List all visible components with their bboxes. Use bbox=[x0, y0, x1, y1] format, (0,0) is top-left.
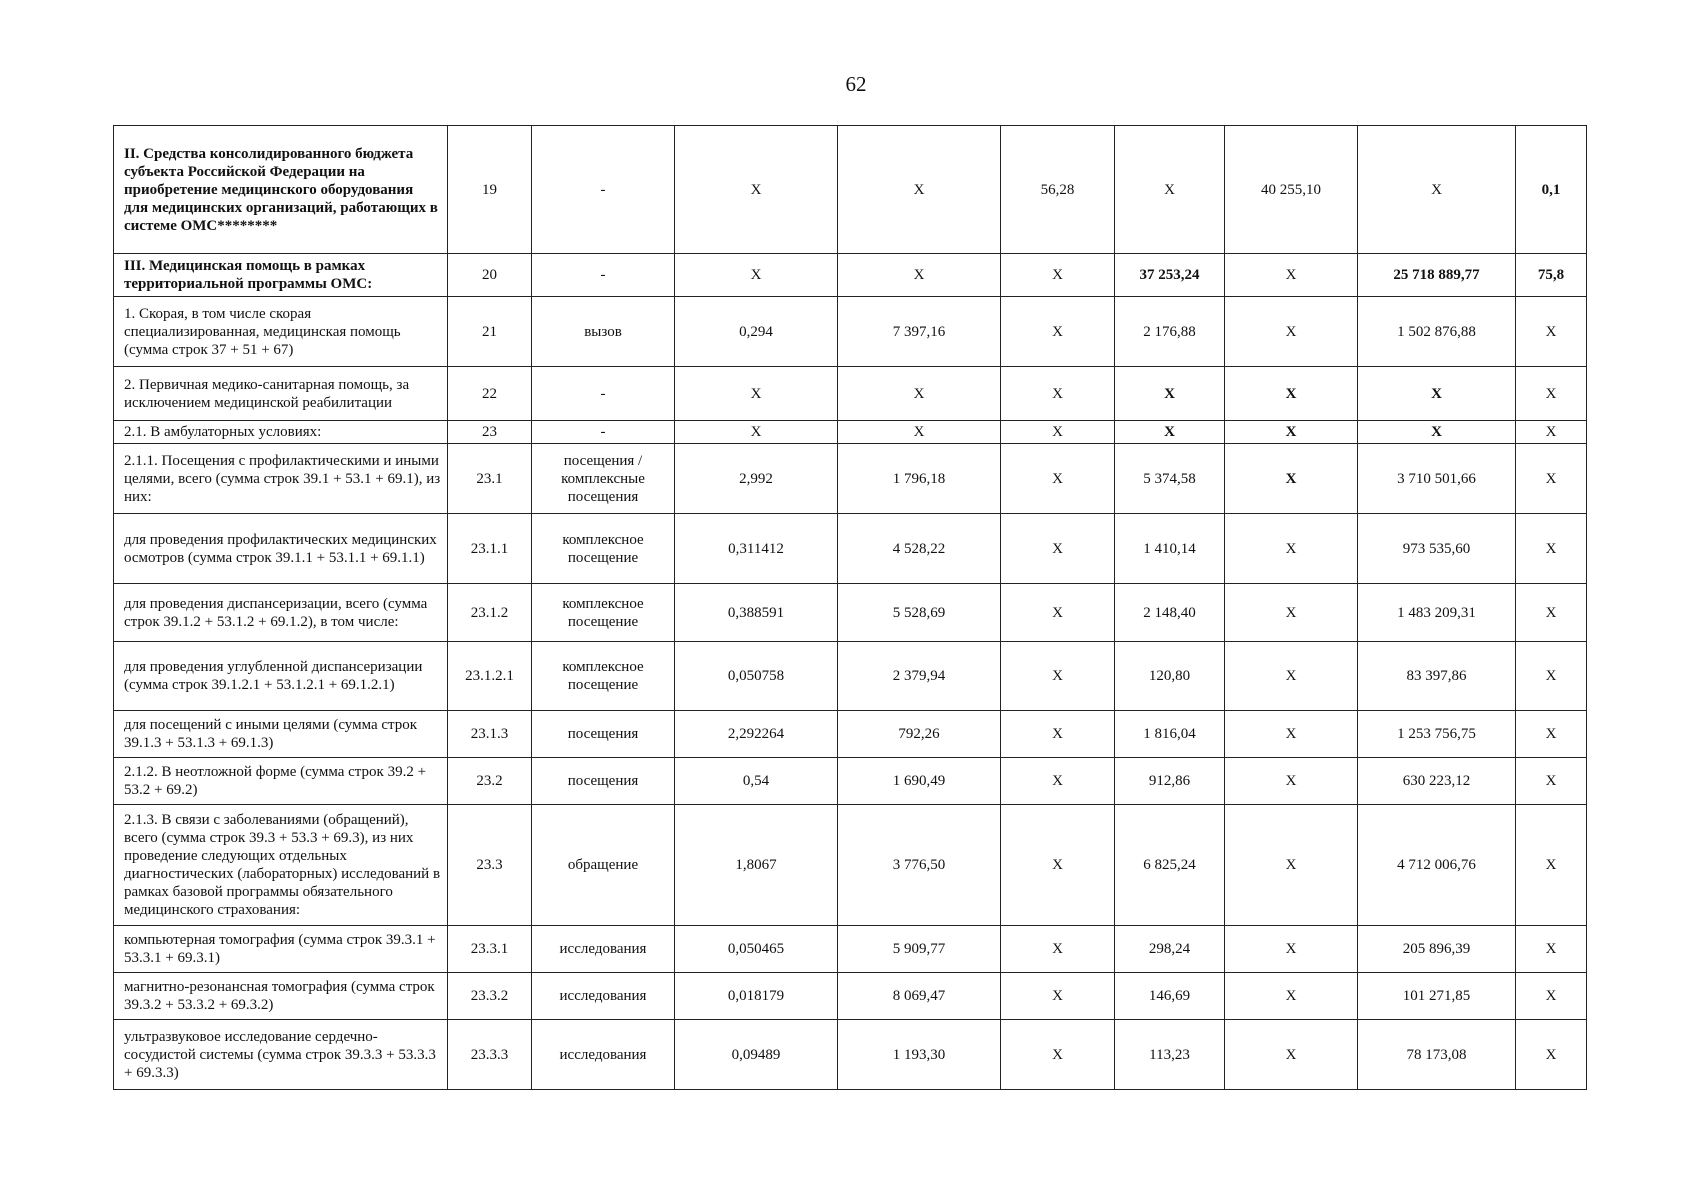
cell-value: Х bbox=[675, 126, 838, 254]
table-row bbox=[114, 973, 1587, 1020]
row-unit: - bbox=[532, 367, 675, 421]
table-row bbox=[114, 642, 1587, 711]
cell-value: Х bbox=[1225, 926, 1358, 973]
row-name: 2.1.2. В неотложной форме (сумма строк 39.2 + 53.2 + 69.2) bbox=[114, 758, 448, 805]
cell-value: 56,28 bbox=[1001, 126, 1115, 254]
cell-value: 1 253 756,75 bbox=[1358, 711, 1516, 758]
row-unit: посещения bbox=[532, 758, 675, 805]
row-name: компьютерная томография (сумма строк 39.3.1 + 53.3.1 + 69.3.1) bbox=[114, 926, 448, 973]
cell-value: Х bbox=[1358, 126, 1516, 254]
cell-value: Х bbox=[1001, 758, 1115, 805]
cell-value: 1 502 876,88 bbox=[1358, 297, 1516, 367]
row-number: 22 bbox=[448, 367, 532, 421]
cell-value: 75,8 bbox=[1516, 254, 1587, 297]
cell-value: 630 223,12 bbox=[1358, 758, 1516, 805]
cell-value: Х bbox=[1225, 1020, 1358, 1090]
row-unit: обращение bbox=[532, 805, 675, 926]
cell-value: 2,992 bbox=[675, 444, 838, 514]
row-number: 23.1.3 bbox=[448, 711, 532, 758]
cell-value: Х bbox=[1225, 758, 1358, 805]
page-number: 62 bbox=[845, 72, 867, 96]
cell-value: Х bbox=[675, 421, 838, 444]
cell-value: Х bbox=[1516, 444, 1587, 514]
cell-value: 298,24 bbox=[1115, 926, 1225, 973]
cell-value: Х bbox=[1516, 584, 1587, 642]
row-unit: вызов bbox=[532, 297, 675, 367]
row-number: 20 bbox=[448, 254, 532, 297]
cell-value: Х bbox=[838, 421, 1001, 444]
cell-value: Х bbox=[1001, 926, 1115, 973]
table-row bbox=[114, 297, 1587, 367]
cell-value: Х bbox=[1225, 973, 1358, 1020]
row-unit: исследования bbox=[532, 926, 675, 973]
cell-value: 1 193,30 bbox=[838, 1020, 1001, 1090]
cell-value: 0,09489 bbox=[675, 1020, 838, 1090]
cell-value: Х bbox=[1001, 444, 1115, 514]
cell-value: 1,8067 bbox=[675, 805, 838, 926]
cell-value: 0,294 bbox=[675, 297, 838, 367]
cell-value: Х bbox=[1225, 711, 1358, 758]
row-unit: комплексное посещение bbox=[532, 584, 675, 642]
cell-value: 205 896,39 bbox=[1358, 926, 1516, 973]
cell-value: Х bbox=[1516, 514, 1587, 584]
cell-value: 3 776,50 bbox=[838, 805, 1001, 926]
cell-value: Х bbox=[1516, 297, 1587, 367]
row-name: II. Средства консолидированного бюджета субъекта Российской Федерации на приобретение медицинского оборудования для медицинских организаций, работающих в системе ОМС******** bbox=[114, 126, 448, 254]
cell-value: Х bbox=[1358, 421, 1516, 444]
cell-value: 4 528,22 bbox=[838, 514, 1001, 584]
cell-value: Х bbox=[838, 254, 1001, 297]
row-number: 23.1.2 bbox=[448, 584, 532, 642]
cell-value: Х bbox=[1225, 421, 1358, 444]
cell-value: 792,26 bbox=[838, 711, 1001, 758]
cell-value: 2 148,40 bbox=[1115, 584, 1225, 642]
cell-value: 40 255,10 bbox=[1225, 126, 1358, 254]
cell-value: 0,018179 bbox=[675, 973, 838, 1020]
row-unit: - bbox=[532, 126, 675, 254]
row-name: 2.1. В амбулаторных условиях: bbox=[114, 421, 448, 444]
cell-value: Х bbox=[675, 367, 838, 421]
row-unit: посещения bbox=[532, 711, 675, 758]
cell-value: Х bbox=[1001, 421, 1115, 444]
cell-value: 1 410,14 bbox=[1115, 514, 1225, 584]
table-row bbox=[114, 514, 1587, 584]
cell-value: Х bbox=[1225, 805, 1358, 926]
cell-value: Х bbox=[1115, 367, 1225, 421]
cell-value: 78 173,08 bbox=[1358, 1020, 1516, 1090]
table-row bbox=[114, 444, 1587, 514]
cell-value: 0,1 bbox=[1516, 126, 1587, 254]
cell-value: 1 690,49 bbox=[838, 758, 1001, 805]
cell-value: 973 535,60 bbox=[1358, 514, 1516, 584]
cell-value: Х bbox=[1225, 297, 1358, 367]
row-unit: посещения / комплексные посещения bbox=[532, 444, 675, 514]
cell-value: 1 483 209,31 bbox=[1358, 584, 1516, 642]
cell-value: 2,292264 bbox=[675, 711, 838, 758]
table-row bbox=[114, 421, 1587, 444]
row-number: 23.3.3 bbox=[448, 1020, 532, 1090]
cell-value: Х bbox=[1115, 421, 1225, 444]
row-name: 2. Первичная медико-санитарная помощь, за исключением медицинской реабилитации bbox=[114, 367, 448, 421]
row-number: 21 bbox=[448, 297, 532, 367]
row-name: магнитно-резонансная томография (сумма строк 39.3.2 + 53.3.2 + 69.3.2) bbox=[114, 973, 448, 1020]
row-name: 2.1.3. В связи с заболеваниями (обращений), всего (сумма строк 39.3 + 53.3 + 69.3), из них проведение следующих отдельных диагностических (лабораторных) исследований в рамках базовой программы обязательного медицинского страхования: bbox=[114, 805, 448, 926]
cell-value: Х bbox=[1516, 367, 1587, 421]
row-number: 23 bbox=[448, 421, 532, 444]
row-unit: исследования bbox=[532, 973, 675, 1020]
cell-value: Х bbox=[1001, 297, 1115, 367]
cell-value: 1 796,18 bbox=[838, 444, 1001, 514]
cell-value: 146,69 bbox=[1115, 973, 1225, 1020]
row-name: III. Медицинская помощь в рамках территориальной программы ОМС: bbox=[114, 254, 448, 297]
cell-value: 113,23 bbox=[1115, 1020, 1225, 1090]
row-number: 23.1.1 bbox=[448, 514, 532, 584]
cell-value: Х bbox=[1001, 254, 1115, 297]
cell-value: Х bbox=[1001, 367, 1115, 421]
row-unit: - bbox=[532, 254, 675, 297]
cell-value: Х bbox=[1225, 367, 1358, 421]
cell-value: Х bbox=[1516, 805, 1587, 926]
cell-value: Х bbox=[1001, 973, 1115, 1020]
cell-value: 0,050465 bbox=[675, 926, 838, 973]
row-number: 23.1 bbox=[448, 444, 532, 514]
cell-value: 1 816,04 bbox=[1115, 711, 1225, 758]
table-row bbox=[114, 126, 1587, 254]
row-unit: комплексное посещение bbox=[532, 514, 675, 584]
cell-value: Х bbox=[838, 367, 1001, 421]
row-number: 23.2 bbox=[448, 758, 532, 805]
row-number: 23.3 bbox=[448, 805, 532, 926]
cell-value: 912,86 bbox=[1115, 758, 1225, 805]
cell-value: Х bbox=[1516, 642, 1587, 711]
cell-value: 0,311412 bbox=[675, 514, 838, 584]
table-row bbox=[114, 758, 1587, 805]
cell-value: Х bbox=[1516, 758, 1587, 805]
row-number: 19 bbox=[448, 126, 532, 254]
cell-value: Х bbox=[1225, 254, 1358, 297]
cell-value: 6 825,24 bbox=[1115, 805, 1225, 926]
row-unit: комплексное посещение bbox=[532, 642, 675, 711]
cell-value: Х bbox=[1358, 367, 1516, 421]
cell-value: 5 528,69 bbox=[838, 584, 1001, 642]
row-unit: исследования bbox=[532, 1020, 675, 1090]
row-name: для проведения углубленной диспансеризации (сумма строк 39.1.2.1 + 53.1.2.1 + 69.1.2.1) bbox=[114, 642, 448, 711]
cell-value: Х bbox=[1115, 126, 1225, 254]
cell-value: 25 718 889,77 bbox=[1358, 254, 1516, 297]
cell-value: 2 176,88 bbox=[1115, 297, 1225, 367]
cell-value: 120,80 bbox=[1115, 642, 1225, 711]
cell-value: Х bbox=[1516, 926, 1587, 973]
cell-value: Х bbox=[1001, 584, 1115, 642]
table-row bbox=[114, 254, 1587, 297]
row-number: 23.1.2.1 bbox=[448, 642, 532, 711]
cell-value: 83 397,86 bbox=[1358, 642, 1516, 711]
row-name: ультразвуковое исследование сердечно-сосудистой системы (сумма строк 39.3.3 + 53.3.3 + 69.3.3) bbox=[114, 1020, 448, 1090]
cell-value: Х bbox=[1001, 805, 1115, 926]
cell-value: 5 374,58 bbox=[1115, 444, 1225, 514]
cell-value: 37 253,24 bbox=[1115, 254, 1225, 297]
row-unit: - bbox=[532, 421, 675, 444]
cell-value: 4 712 006,76 bbox=[1358, 805, 1516, 926]
cell-value: 7 397,16 bbox=[838, 297, 1001, 367]
table-row bbox=[114, 805, 1587, 926]
row-number: 23.3.2 bbox=[448, 973, 532, 1020]
table-row bbox=[114, 1020, 1587, 1090]
cell-value: Х bbox=[1516, 973, 1587, 1020]
cell-value: 0,388591 bbox=[675, 584, 838, 642]
cell-value: Х bbox=[1516, 421, 1587, 444]
row-name: 1. Скорая, в том числе скорая специализированная, медицинская помощь (сумма строк 37 + 51 + 67) bbox=[114, 297, 448, 367]
table-row bbox=[114, 926, 1587, 973]
row-number: 23.3.1 bbox=[448, 926, 532, 973]
cell-value: Х bbox=[1225, 514, 1358, 584]
cell-value: Х bbox=[1001, 514, 1115, 584]
cell-value: Х bbox=[838, 126, 1001, 254]
cell-value: Х bbox=[1225, 642, 1358, 711]
cell-value: Х bbox=[1001, 711, 1115, 758]
cell-value: Х bbox=[1516, 1020, 1587, 1090]
cell-value: 101 271,85 bbox=[1358, 973, 1516, 1020]
cell-value: Х bbox=[1001, 642, 1115, 711]
row-name: для проведения диспансеризации, всего (сумма строк 39.1.2 + 53.1.2 + 69.1.2), в том числе: bbox=[114, 584, 448, 642]
row-name: для проведения профилактических медицинских осмотров (сумма строк 39.1.1 + 53.1.1 + 69.1.1) bbox=[114, 514, 448, 584]
cell-value: Х bbox=[1516, 711, 1587, 758]
cell-value: 2 379,94 bbox=[838, 642, 1001, 711]
cell-value: 5 909,77 bbox=[838, 926, 1001, 973]
cell-value: 0,54 bbox=[675, 758, 838, 805]
cell-value: 8 069,47 bbox=[838, 973, 1001, 1020]
cell-value: 0,050758 bbox=[675, 642, 838, 711]
table-row bbox=[114, 584, 1587, 642]
row-name: 2.1.1. Посещения с профилактическими и иными целями, всего (сумма строк 39.1 + 53.1 + 69.1), из них: bbox=[114, 444, 448, 514]
cell-value: Х bbox=[675, 254, 838, 297]
table-row bbox=[114, 711, 1587, 758]
row-name: для посещений с иными целями (сумма строк 39.1.3 + 53.1.3 + 69.1.3) bbox=[114, 711, 448, 758]
cell-value: Х bbox=[1225, 584, 1358, 642]
table-row bbox=[114, 367, 1587, 421]
cell-value: Х bbox=[1001, 1020, 1115, 1090]
cell-value: Х bbox=[1225, 444, 1358, 514]
financing-table bbox=[113, 125, 1587, 1090]
cell-value: 3 710 501,66 bbox=[1358, 444, 1516, 514]
